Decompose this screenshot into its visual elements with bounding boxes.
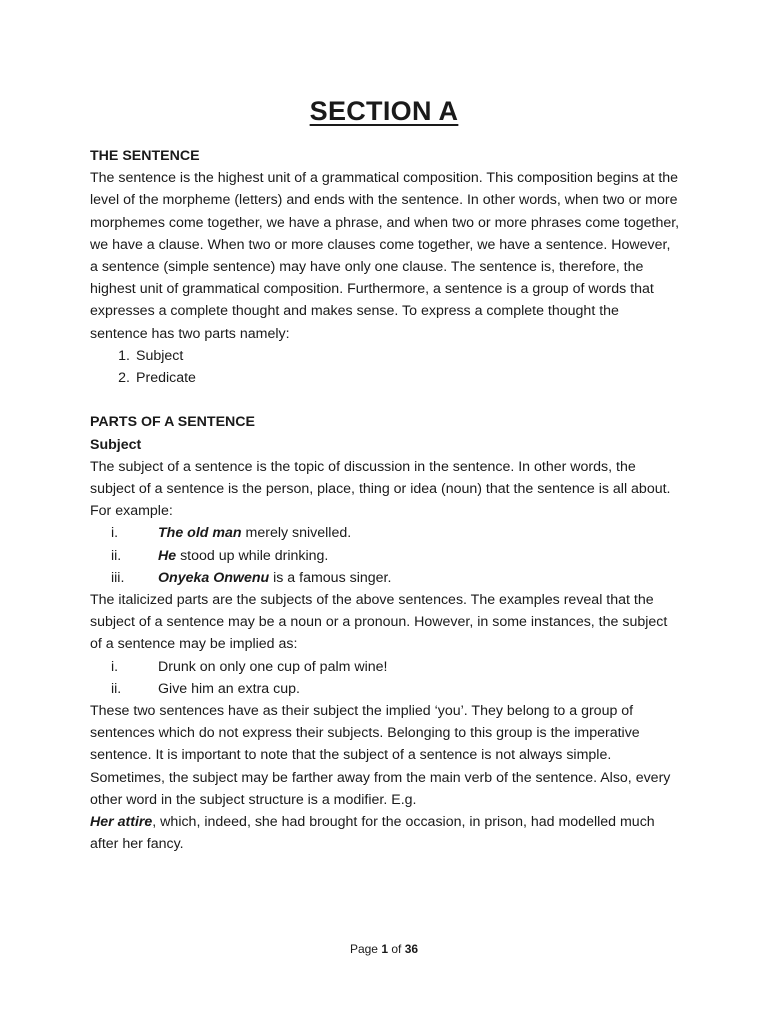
example-rest: stood up while drinking. xyxy=(176,547,329,564)
paragraph-sentence-definition: The sentence is the highest unit of a grammatical composition. This composition begins at the level of the morpheme (letters) and ends with the sentence. In other words, when two or more morphemes come together, we have a phrase, and when two or more phrases come together, we have a clause. When two or more clauses come together, we have a sentence. However, a sentence (simple sentence) may have only one clause. The sentence is, therefore, the highest unit of grammatical composition. Furthermore, a sentence is a group of words that expresses a complete thought and makes sense. To express a complete thought the sentence has two parts namely: xyxy=(90,170,680,342)
list-item xyxy=(90,567,680,589)
list-item-text: Predicate xyxy=(136,370,196,387)
subheading-subject: Subject xyxy=(90,436,142,453)
list-marker: iii. xyxy=(111,569,125,586)
implied-subject-list xyxy=(90,656,680,700)
list-item xyxy=(90,522,680,544)
italic-subject: Her attire xyxy=(90,814,153,831)
example-rest: merely snivelled. xyxy=(241,525,352,542)
list-marker: 1. xyxy=(118,347,130,364)
italic-subject: He xyxy=(158,547,177,564)
list-item-text xyxy=(158,522,351,544)
paragraph-italicized-explanation: The italicized parts are the subjects of the above sentences. The examples reveal that the subject of a sentence may be a noun or a pronoun. However, in some instances, the subject of a sentence may be implied as: xyxy=(90,592,668,653)
document-body xyxy=(90,145,680,855)
page-title: SECTION A xyxy=(309,96,459,126)
list-item-text: Drunk on only one cup of palm wine! xyxy=(158,658,388,675)
list-item xyxy=(90,545,680,567)
numbered-list-parts xyxy=(90,345,680,389)
list-marker: 2. xyxy=(118,370,130,387)
spacer xyxy=(90,389,680,411)
example-rest: , which, indeed, she had brought for the occasion, in prison, had modelled much after her fancy. xyxy=(90,814,655,853)
list-item-text: Subject xyxy=(136,347,184,364)
list-marker: i. xyxy=(111,658,119,675)
paragraph-example-sentence xyxy=(90,811,680,855)
list-marker: ii. xyxy=(111,547,122,564)
example-list xyxy=(90,522,680,589)
list-item xyxy=(90,367,680,389)
section-heading-parts: PARTS OF A SENTENCE xyxy=(90,414,256,431)
italic-subject: The old man xyxy=(158,525,242,542)
paragraph-implied-you: These two sentences have as their subject the implied ‘you’. They belong to a group of sentences which do not express their subjects. Belonging to this group is the imperative sentence. It is important to note that the subject of a sentence is not always simple. Sometimes, the subject may be farther away from the main verb of the sentence. Also, every other word in the subject structure is a modifier. E.g. xyxy=(90,703,671,808)
of-word: of xyxy=(388,942,405,956)
list-marker: i. xyxy=(111,525,119,542)
section-heading-sentence: THE SENTENCE xyxy=(90,148,200,164)
list-marker: ii. xyxy=(111,680,122,697)
page-footer xyxy=(0,942,768,956)
list-item xyxy=(90,656,680,678)
page-word: Page xyxy=(349,942,382,956)
italic-subject: Onyeka Onwenu xyxy=(158,569,270,586)
paragraph-subject-definition: The subject of a sentence is the topic of discussion in the sentence. In other words, the subject of a sentence is the person, place, thing or idea (noun) that the sentence is all about. For example: xyxy=(90,458,671,520)
list-item xyxy=(90,345,680,367)
list-item-text: Give him an extra cup. xyxy=(158,680,300,697)
page-number: 1 xyxy=(381,942,388,956)
list-item-text xyxy=(158,567,391,589)
page-total: 36 xyxy=(404,942,419,956)
list-item-text xyxy=(158,545,328,567)
example-rest: is a famous singer. xyxy=(269,569,392,586)
list-item xyxy=(90,678,680,700)
